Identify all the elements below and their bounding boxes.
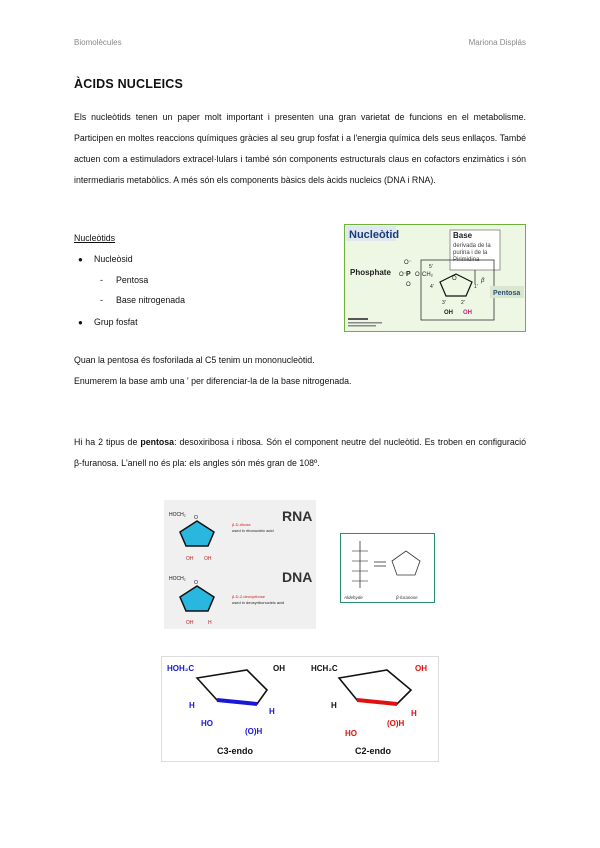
figure-title: Nucleòtid [349, 229, 400, 241]
oh-paren-c2: (O)H [387, 719, 405, 728]
o-bottom: O [406, 282, 411, 288]
hoch2-top: HOCH₂ [169, 512, 186, 518]
figure-frame [162, 657, 439, 762]
pentosa-rest: : desoxiribosa i ribosa. Són el component neutre del nucleòtid. Es troben en configuració β-furanosa. L'anell no és pla: els angles són més gran de 108º. [74, 437, 526, 468]
nucleotid-figure [344, 224, 526, 332]
o-minus-left: O⁻ [399, 272, 407, 278]
pentosa-bold: pentosa [140, 437, 175, 447]
c4-label: 4' [430, 284, 434, 290]
hoh2c-label: HOH₂C [167, 664, 195, 673]
line-mononucleotid: Quan la pentosa és fosforilada al C5 tenim un mononucleòtid. [74, 355, 315, 365]
dash-icon: - [100, 295, 103, 305]
h-c3-left: H [189, 701, 195, 710]
c5-label: 5' [429, 264, 433, 270]
list-item-nucleosid: Nucleòsid [94, 254, 133, 264]
base-title: Base [453, 231, 473, 240]
bullet-icon: ● [78, 255, 83, 264]
o-ester: O [415, 272, 420, 278]
ring-oxygen: O [452, 276, 457, 282]
c2-label: 2' [461, 300, 465, 306]
aldehyde-label: Aldehyde [344, 595, 363, 600]
c1-label: 1' [474, 284, 478, 290]
dna-desc-2: used in deoxyribonucleic acid [232, 600, 285, 605]
h-dna-2: H [208, 620, 212, 626]
dna-label: DNA [282, 569, 313, 585]
endo-conformations-figure [161, 656, 439, 762]
pentosa-prefix: Hi ha 2 tipus de [74, 437, 141, 447]
oh-c2-endo: OH [415, 664, 427, 673]
bullet-icon: ● [78, 318, 83, 327]
figure-frame [341, 534, 435, 603]
page-title: ÀCIDS NUCLEICS [74, 77, 184, 91]
ch2-label: CH₂ [422, 272, 433, 278]
rna-desc-2: used in ribonucleic acid [232, 528, 274, 533]
beta-label: β [481, 278, 485, 284]
dash-icon: - [100, 275, 103, 285]
footnote-line [348, 318, 368, 320]
furanose-label: β-furanose [396, 595, 418, 600]
base-desc-1: derivada de la [453, 243, 491, 249]
rna-label: RNA [282, 508, 313, 524]
intro-paragraph: Els nucleòtids tenen un paper molt important i presenten una gran varietat de funcions en el metabolisme. Participen en moltes reaccions químiques gràcies al seu grup fosfat i a l'energia química dels seus enllaços. També actuen com a estimuladors extracel·lulars i també són components estructurals claus en cofactors enzimàtics i són intermediaris metabòlics. A més són els components bàsics dels àcids nucleics (DNA i RNA). [74, 112, 526, 185]
header-left: Biomolècules [74, 38, 122, 47]
phosphate-label: Phosphate [350, 268, 391, 277]
h-c2-left: H [331, 701, 337, 710]
header-right: Mariona Displás [468, 38, 526, 47]
pentosa-paragraph [74, 432, 526, 474]
ho-c3: HO [201, 719, 213, 728]
ring-o-top: O [194, 515, 198, 521]
ring-o-bottom: O [194, 580, 198, 586]
base-desc-2: purina i de la [453, 250, 488, 256]
dna-desc-1: β-D-2-deoxyribose [232, 594, 265, 599]
line-enumerem: Enumerem la base amb una ' per diferenciar-la de la base nitrogenada. [74, 376, 352, 386]
list-item-pentosa: Pentosa [116, 275, 149, 285]
oh-rna-3: OH [186, 556, 194, 562]
oh-dna-3: OH [186, 620, 194, 626]
list-item-base: Base nitrogenada [116, 295, 185, 305]
phosphorus-label: P [406, 271, 411, 278]
oh-rna-2: OH [204, 556, 212, 562]
aldehyde-furanose-figure [340, 533, 435, 603]
oh-2: OH [463, 310, 472, 316]
hoch2-bottom: HOCH₂ [169, 576, 186, 582]
oh-paren-c3: (O)H [245, 727, 263, 736]
rna-dna-figure [164, 500, 316, 629]
hch2c-label: HCH₂C [311, 664, 338, 673]
pentosa-label: Pentosa [493, 290, 521, 297]
ho-c2: HO [345, 729, 357, 738]
footnote-line [348, 325, 376, 327]
oh-3: OH [444, 310, 453, 316]
c3-endo-label: C3-endo [217, 746, 253, 756]
c3-label: 3' [442, 300, 446, 306]
footnote-line [348, 322, 382, 324]
h-c3-right: H [269, 707, 275, 716]
rna-desc-1: β-D-ribose [232, 522, 251, 527]
oh-c3-endo: OH [273, 664, 285, 673]
list-item-fosfat: Grup fosfat [94, 317, 138, 327]
base-desc-3: Pirimidina [453, 257, 480, 263]
c2-endo-label: C2-endo [355, 746, 391, 756]
h-c2-right: H [411, 709, 417, 718]
o-minus-top: O⁻ [404, 260, 412, 266]
nucleotids-heading: Nucleòtids [74, 233, 116, 243]
